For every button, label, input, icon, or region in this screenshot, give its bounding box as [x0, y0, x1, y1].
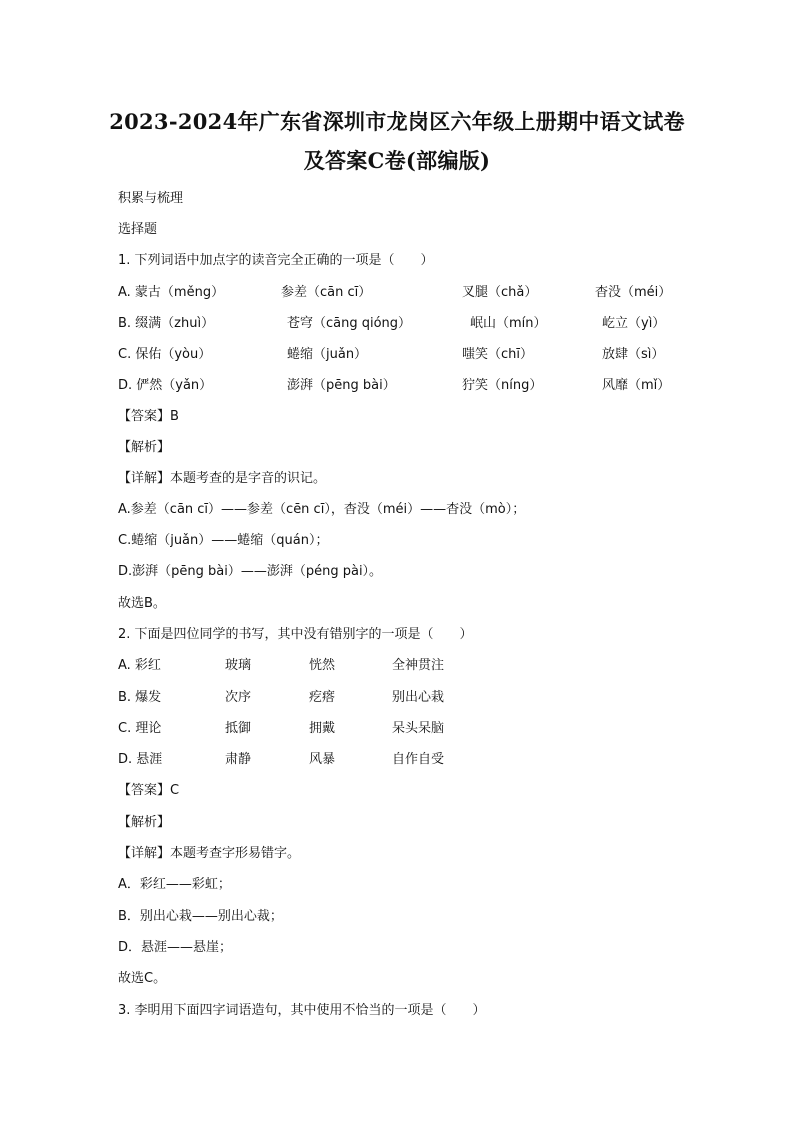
q1-option-cell: 苍穹（cāng qióng） [287, 316, 412, 331]
q2-answer: 【答案】C [118, 783, 180, 798]
q2-option-cell: 抵御 [225, 721, 252, 736]
q1-option-cell: 参差（cān cī） [281, 285, 372, 300]
q1-option-cell: 嗤笑（chī） [462, 347, 533, 362]
q2-option-cell: 风暴 [309, 752, 336, 767]
q2-option-cell: 全神贯注 [392, 658, 445, 673]
q2-option-cell: A. 彩红 [118, 658, 161, 673]
q1-option-cell: 风靡（mǐ） [602, 378, 671, 393]
q2-option-cell: 疙瘩 [309, 690, 336, 705]
q1-detail-line: D.澎湃（pēng bài）——澎湃（péng pài）。 [118, 564, 383, 579]
page-title-line2: 及答案C卷(部编版) [303, 148, 491, 173]
q1-option-cell: 放肆（sì） [602, 347, 665, 362]
page-title-line1: 2023-2024年广东省深圳市龙岗区六年级上册期中语文试卷 [109, 109, 685, 134]
q1-detail-line: 【详解】本题考查的是字音的识记。 [118, 471, 327, 486]
q1-option-cell: 澎湃（pēng bài） [287, 378, 396, 393]
q1-option-cell: A. 蒙古（měng） [118, 285, 225, 300]
section-heading: 积累与梳理 [118, 191, 184, 206]
q2-detail-line: B．别出心栽——别出心裁； [118, 909, 283, 924]
q1-option-cell: B. 缀满（zhuì） [118, 316, 215, 331]
q2-option-cell: 拥戴 [309, 721, 336, 736]
q1-option-cell: 蜷缩（juǎn） [287, 347, 368, 362]
q1-detail-line: A.参差（cān cī）——参差（cēn cī），杳没（méi）——杳没（mò）； [118, 502, 526, 517]
q1-option-cell: 屹立（yì） [602, 316, 666, 331]
q1-option-cell: C. 保佑（yòu） [118, 347, 212, 362]
q2-detail-line: 【详解】本题考查字形易错字。 [118, 846, 301, 861]
q1-option-cell: 狞笑（níng） [462, 378, 543, 393]
q1-detail-line: C.蜷缩（juǎn）——蜷缩（quán）； [118, 533, 329, 548]
q2-option-cell: 自作自受 [392, 752, 445, 767]
q2-option-cell: 呆头呆脑 [392, 721, 445, 736]
q3-stem: 3. 李明用下面四字词语造句，其中使用不恰当的一项是（ ） [118, 1003, 486, 1018]
q2-option-cell: 肃静 [225, 752, 252, 767]
q2-option-cell: 恍然 [309, 658, 336, 673]
q2-option-cell: 别出心栽 [392, 690, 445, 705]
q1-analysis-label: 【解析】 [118, 440, 171, 455]
q1-option-cell: 杳没（méi） [595, 285, 672, 300]
q2-detail-line: D．悬涯——悬崖； [118, 940, 233, 955]
q1-stem: 1. 下列词语中加点字的读音完全正确的一项是（ ） [118, 253, 434, 268]
q2-analysis-label: 【解析】 [118, 815, 171, 830]
q2-option-cell: 次序 [225, 690, 252, 705]
q2-option-cell: C. 理论 [118, 721, 162, 736]
q2-conclusion: 故选C。 [118, 971, 167, 986]
q2-option-cell: 玻璃 [225, 658, 252, 673]
q2-option-cell: D. 悬涯 [118, 752, 163, 767]
q2-stem: 2. 下面是四位同学的书写，其中没有错别字的一项是（ ） [118, 627, 473, 642]
q1-option-cell: 岷山（mín） [470, 316, 547, 331]
q2-option-cell: B. 爆发 [118, 690, 162, 705]
q2-detail-line: A．彩红——彩虹； [118, 877, 231, 892]
q1-conclusion: 故选B。 [118, 596, 166, 611]
q1-option-cell: 叉腿（chǎ） [462, 285, 538, 300]
subsection-heading: 选择题 [118, 222, 158, 237]
q1-answer: 【答案】B [118, 409, 179, 424]
q1-option-cell: D. 俨然（yǎn） [118, 378, 213, 393]
